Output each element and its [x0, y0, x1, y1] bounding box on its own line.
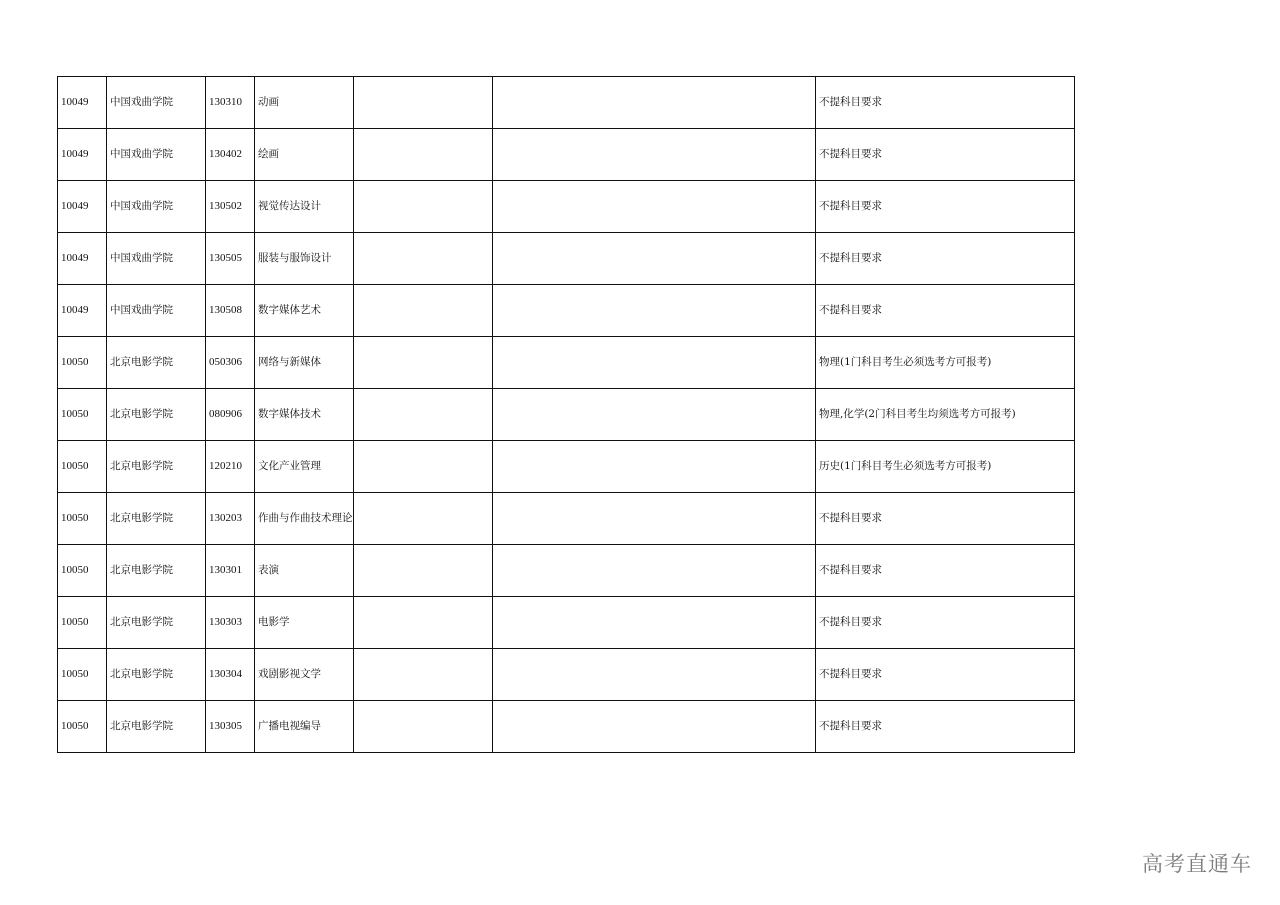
table-row	[58, 285, 1075, 337]
major-name-cell: 戏剧影视文学	[255, 649, 354, 701]
empty-cell	[354, 337, 493, 389]
major-name-cell: 网络与新媒体	[255, 337, 354, 389]
major-name-cell: 视觉传达设计	[255, 181, 354, 233]
school-name-cell: 中国戏曲学院	[107, 181, 206, 233]
major-code-cell: 050306	[206, 337, 255, 389]
school-name-cell: 北京电影学院	[107, 389, 206, 441]
subject-requirement-cell: 不提科目要求	[816, 649, 1075, 701]
empty-cell	[354, 649, 493, 701]
school-code-cell: 10049	[58, 77, 107, 129]
major-name-cell: 数字媒体艺术	[255, 285, 354, 337]
major-code-cell: 130304	[206, 649, 255, 701]
school-name-cell: 北京电影学院	[107, 701, 206, 753]
school-code-cell: 10050	[58, 545, 107, 597]
subject-requirement-cell: 不提科目要求	[816, 129, 1075, 181]
school-code-cell: 10050	[58, 441, 107, 493]
school-code-cell: 10049	[58, 181, 107, 233]
major-code-cell: 130505	[206, 233, 255, 285]
subject-requirement-cell: 物理,化学(2门科目考生均须选考方可报考)	[816, 389, 1075, 441]
school-code-cell: 10050	[58, 649, 107, 701]
subject-requirement-cell: 不提科目要求	[816, 233, 1075, 285]
major-code-cell: 130301	[206, 545, 255, 597]
empty-cell	[493, 285, 816, 337]
empty-cell	[354, 441, 493, 493]
school-name-cell: 中国戏曲学院	[107, 233, 206, 285]
table-row	[58, 493, 1075, 545]
subject-requirement-cell: 历史(1门科目考生必须选考方可报考)	[816, 441, 1075, 493]
school-name-cell: 中国戏曲学院	[107, 285, 206, 337]
empty-cell	[493, 181, 816, 233]
subject-requirement-cell: 不提科目要求	[816, 701, 1075, 753]
subject-requirement-cell: 物理(1门科目考生必须选考方可报考)	[816, 337, 1075, 389]
subject-requirements-table	[57, 76, 1075, 753]
table-row	[58, 181, 1075, 233]
empty-cell	[493, 545, 816, 597]
school-code-cell: 10050	[58, 389, 107, 441]
major-code-cell: 130305	[206, 701, 255, 753]
major-code-cell: 130502	[206, 181, 255, 233]
subject-requirement-cell: 不提科目要求	[816, 545, 1075, 597]
major-name-cell: 电影学	[255, 597, 354, 649]
table-row	[58, 77, 1075, 129]
empty-cell	[354, 285, 493, 337]
school-name-cell: 中国戏曲学院	[107, 77, 206, 129]
empty-cell	[354, 493, 493, 545]
major-name-cell: 绘画	[255, 129, 354, 181]
empty-cell	[493, 701, 816, 753]
empty-cell	[493, 597, 816, 649]
table-row	[58, 337, 1075, 389]
school-code-cell: 10050	[58, 701, 107, 753]
empty-cell	[493, 77, 816, 129]
empty-cell	[493, 389, 816, 441]
empty-cell	[354, 233, 493, 285]
major-name-cell: 服装与服饰设计	[255, 233, 354, 285]
major-code-cell: 130402	[206, 129, 255, 181]
subject-requirement-cell: 不提科目要求	[816, 493, 1075, 545]
table-row	[58, 597, 1075, 649]
school-code-cell: 10050	[58, 493, 107, 545]
major-name-cell: 数字媒体技术	[255, 389, 354, 441]
empty-cell	[493, 649, 816, 701]
table-row	[58, 545, 1075, 597]
school-name-cell: 北京电影学院	[107, 545, 206, 597]
empty-cell	[354, 701, 493, 753]
table-row	[58, 441, 1075, 493]
school-name-cell: 北京电影学院	[107, 597, 206, 649]
empty-cell	[354, 597, 493, 649]
empty-cell	[354, 545, 493, 597]
watermark-logo-text: 高考直通车	[1142, 852, 1252, 876]
empty-cell	[493, 337, 816, 389]
subject-requirement-cell: 不提科目要求	[816, 285, 1075, 337]
subject-requirement-cell: 不提科目要求	[816, 181, 1075, 233]
empty-cell	[493, 233, 816, 285]
major-name-cell: 广播电视编导	[255, 701, 354, 753]
school-name-cell: 北京电影学院	[107, 441, 206, 493]
table-row	[58, 649, 1075, 701]
school-code-cell: 10049	[58, 285, 107, 337]
school-code-cell: 10049	[58, 233, 107, 285]
school-name-cell: 北京电影学院	[107, 493, 206, 545]
table-body	[58, 77, 1075, 753]
empty-cell	[354, 389, 493, 441]
major-code-cell: 080906	[206, 389, 255, 441]
empty-cell	[354, 181, 493, 233]
subject-requirement-cell: 不提科目要求	[816, 597, 1075, 649]
school-name-cell: 中国戏曲学院	[107, 129, 206, 181]
subject-requirement-cell: 不提科目要求	[816, 77, 1075, 129]
table-row	[58, 701, 1075, 753]
school-name-cell: 北京电影学院	[107, 649, 206, 701]
major-name-cell: 表演	[255, 545, 354, 597]
major-name-cell: 文化产业管理	[255, 441, 354, 493]
empty-cell	[354, 129, 493, 181]
major-code-cell: 120210	[206, 441, 255, 493]
school-name-cell: 北京电影学院	[107, 337, 206, 389]
school-code-cell: 10050	[58, 597, 107, 649]
major-code-cell: 130203	[206, 493, 255, 545]
table-row	[58, 233, 1075, 285]
table-row	[58, 389, 1075, 441]
table-row	[58, 129, 1075, 181]
empty-cell	[493, 441, 816, 493]
empty-cell	[493, 129, 816, 181]
major-code-cell: 130310	[206, 77, 255, 129]
school-code-cell: 10049	[58, 129, 107, 181]
major-name-cell: 动画	[255, 77, 354, 129]
major-code-cell: 130508	[206, 285, 255, 337]
major-code-cell: 130303	[206, 597, 255, 649]
major-name-cell: 作曲与作曲技术理论	[255, 493, 354, 545]
empty-cell	[493, 493, 816, 545]
school-code-cell: 10050	[58, 337, 107, 389]
empty-cell	[354, 77, 493, 129]
